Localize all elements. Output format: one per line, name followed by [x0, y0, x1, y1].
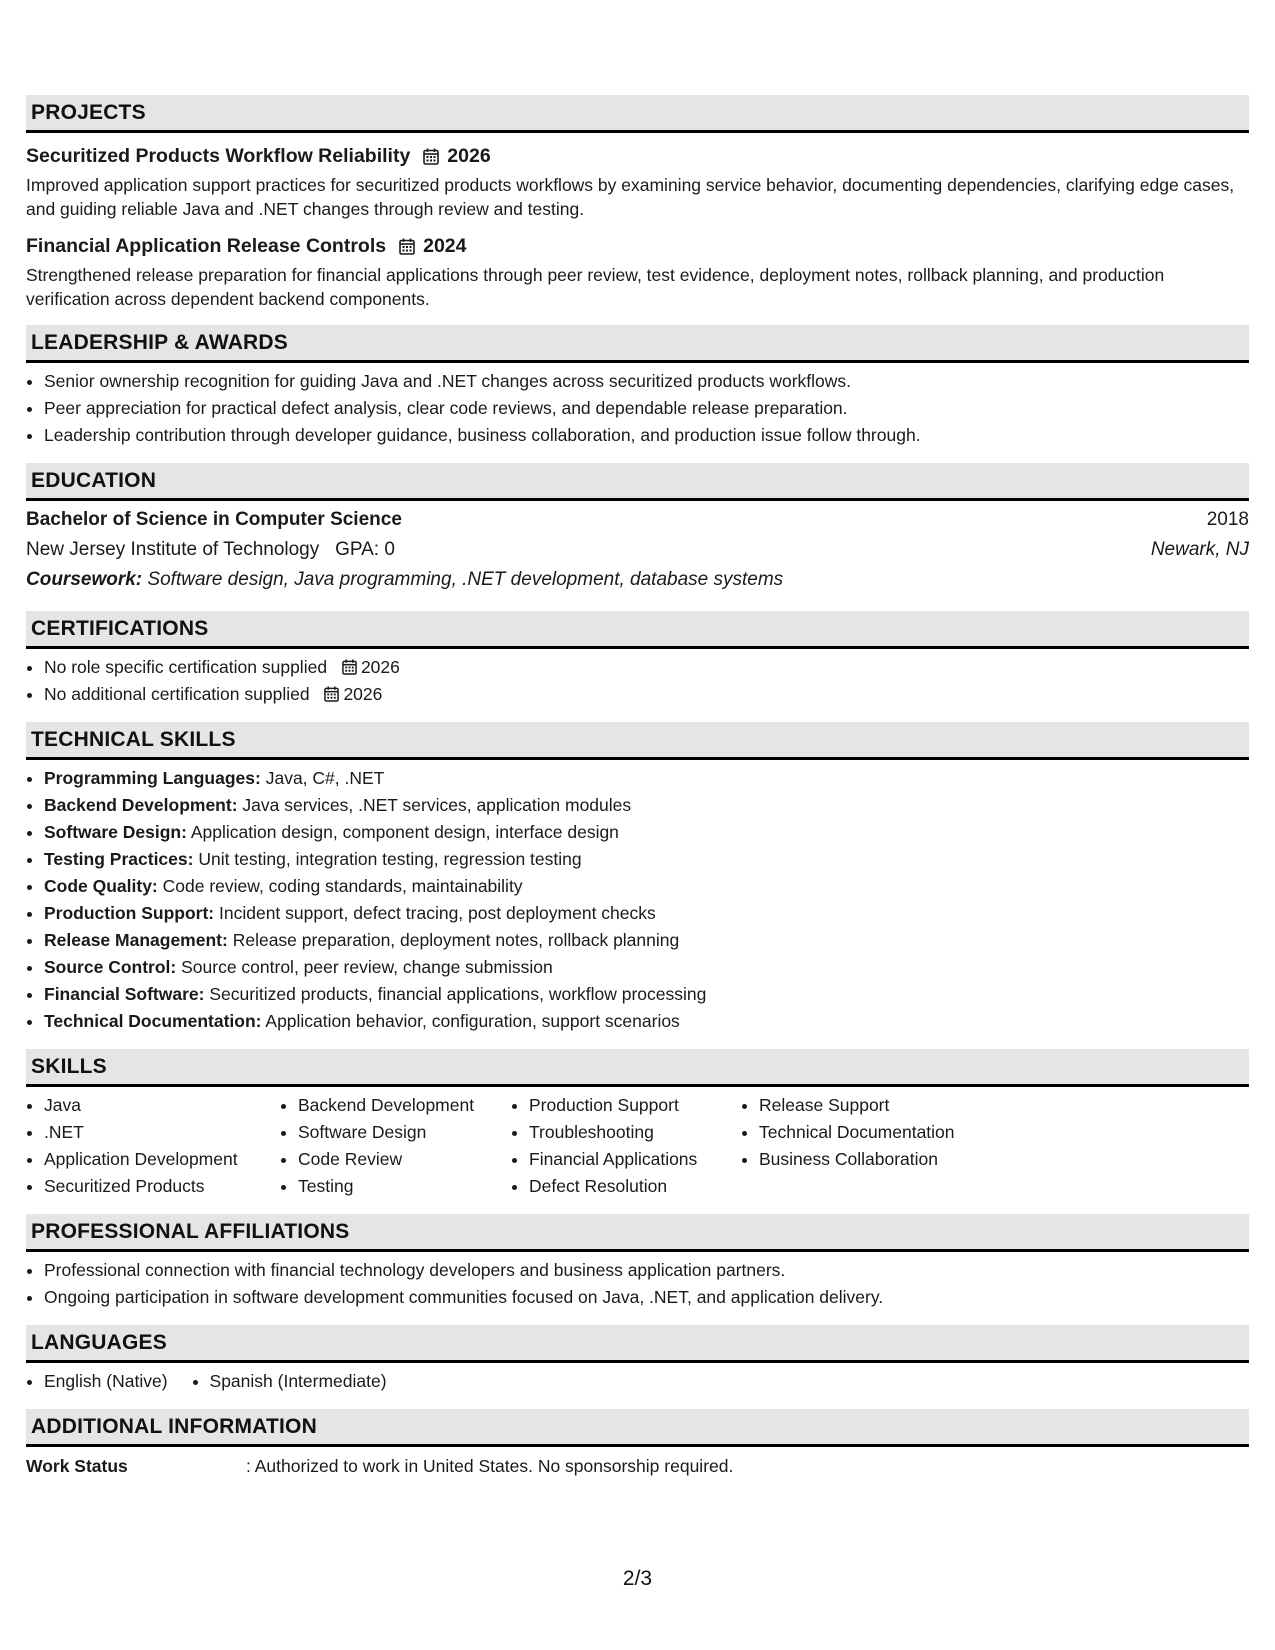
list-item: • Ongoing participation in software development communities focused on Java, .NET, and application delivery. — [44, 1284, 1249, 1311]
list-item: • Business Collaboration — [759, 1146, 955, 1173]
project-title: Securitized Products Workflow Reliability — [26, 144, 411, 167]
project-title-row — [26, 143, 1249, 169]
section-heading-education: EDUCATION — [26, 463, 1249, 501]
section-heading-skills: SKILLS — [26, 1049, 1249, 1087]
education-school-row — [26, 535, 1249, 565]
certifications-list — [26, 654, 1249, 708]
list-item: • English (Native) — [44, 1368, 168, 1395]
list-item: • Defect Resolution — [529, 1173, 741, 1200]
list-item: • Financial Applications — [529, 1146, 741, 1173]
skill-value: Release preparation, deployment notes, rollback planning — [232, 930, 680, 950]
skill-label: Financial Software: — [44, 984, 205, 1004]
skills-column — [741, 1092, 955, 1200]
list-item: • Technical Documentation — [759, 1119, 955, 1146]
skill-label: Backend Development: — [44, 795, 238, 815]
list-item — [44, 819, 1249, 846]
skill-label: Code Quality: — [44, 876, 158, 896]
certification-year: 2026 — [343, 684, 383, 704]
project-description: Strengthened release preparation for financial applications through peer review, test evidence, deployment notes, rollback planning, and production verification across dependent backend components. — [26, 265, 1165, 309]
list-item — [44, 981, 1249, 1008]
skill-label: Production Support: — [44, 903, 215, 923]
list-item: • Code Review — [298, 1146, 511, 1173]
list-item: • Spanish (Intermediate) — [210, 1368, 387, 1395]
skills-column — [26, 1092, 280, 1200]
list-item: • Testing — [298, 1173, 511, 1200]
project-description: Improved application support practices for securitized products workflows by examining service behavior, documenting dependencies, clarifying edge cases, and guiding reliable Java and .NET changes through review and testing. — [26, 175, 1235, 219]
skill-label: Technical Documentation: — [44, 1011, 262, 1031]
list-item — [44, 954, 1249, 981]
section-heading-affiliations: PROFESSIONAL AFFILIATIONS — [26, 1214, 1249, 1252]
list-item: • Securitized Products — [44, 1173, 280, 1200]
skill-label: Release Management: — [44, 930, 228, 950]
skill-value: Application behavior, configuration, support scenarios — [265, 1011, 680, 1031]
work-status-row — [26, 1453, 1249, 1479]
project-entry — [26, 143, 1249, 221]
section-heading-certifications: CERTIFICATIONS — [26, 611, 1249, 649]
skill-value: Code review, coding standards, maintainability — [162, 876, 523, 896]
certification-date — [324, 684, 382, 704]
certification-year: 2026 — [360, 657, 400, 677]
list-item — [44, 765, 1249, 792]
calendar-icon — [399, 238, 415, 255]
work-status-label: Work Status — [26, 1456, 128, 1476]
calendar-icon — [342, 659, 357, 675]
list-item: • Backend Development — [298, 1092, 511, 1119]
education-degree: Bachelor of Science in Computer Science — [26, 509, 402, 530]
coursework-label: Coursework: — [26, 569, 143, 590]
skills-grid — [26, 1092, 1249, 1200]
certification-date — [342, 657, 400, 677]
list-item: • .NET — [44, 1119, 280, 1146]
project-entry — [26, 233, 1249, 311]
project-year: 2024 — [423, 234, 467, 257]
languages-list — [26, 1368, 1249, 1395]
list-item — [44, 654, 1249, 681]
project-title: Financial Application Release Controls — [26, 234, 387, 257]
education-location: Newark, NJ — [1150, 539, 1249, 560]
skill-value: Application design, component design, interface design — [190, 822, 619, 842]
project-year: 2026 — [447, 144, 491, 167]
list-item: • Java — [44, 1092, 280, 1119]
coursework-value: Software design, Java programming, .NET development, database systems — [147, 569, 784, 590]
education-gpa: GPA: 0 — [335, 539, 395, 560]
list-item — [44, 681, 1249, 708]
list-item: • Professional connection with financial technology developers and business application partners. — [44, 1257, 1249, 1284]
education-coursework — [26, 565, 1249, 595]
page-number: 2/3 — [622, 1567, 653, 1590]
leadership-list — [26, 368, 1249, 449]
resume-page — [26, 95, 1249, 1479]
education-degree-row — [26, 505, 1249, 535]
certification-name: No role specific certification supplied — [44, 657, 328, 677]
section-heading-languages: LANGUAGES — [26, 1325, 1249, 1363]
skills-column — [280, 1092, 511, 1200]
education-entry — [26, 505, 1249, 595]
list-item — [44, 900, 1249, 927]
education-school-gpa — [26, 535, 395, 565]
list-item: • Production Support — [529, 1092, 741, 1119]
skills-column — [511, 1092, 741, 1200]
list-item: • Peer appreciation for practical defect analysis, clear code reviews, and dependable release preparation. — [44, 395, 1249, 422]
list-item: • Troubleshooting — [529, 1119, 741, 1146]
skill-value: Java, C#, .NET — [265, 768, 385, 788]
list-item — [44, 792, 1249, 819]
project-title-row — [26, 233, 1249, 259]
section-heading-leadership: LEADERSHIP & AWARDS — [26, 325, 1249, 363]
calendar-icon — [324, 686, 339, 702]
section-heading-additional: ADDITIONAL INFORMATION — [26, 1409, 1249, 1447]
skill-value: Incident support, defect tracing, post deployment checks — [219, 903, 656, 923]
education-school: New Jersey Institute of Technology — [26, 539, 320, 560]
list-item: • Senior ownership recognition for guiding Java and .NET changes across securitized products workflows. — [44, 368, 1249, 395]
skill-value: Source control, peer review, change submission — [181, 957, 553, 977]
list-item: • Software Design — [298, 1119, 511, 1146]
affiliations-list — [26, 1257, 1249, 1311]
list-item: • Application Development — [44, 1146, 280, 1173]
skill-value: Java services, .NET services, application modules — [242, 795, 632, 815]
education-year: 2018 — [1206, 509, 1249, 530]
list-item — [44, 927, 1249, 954]
list-item: • Release Support — [759, 1092, 955, 1119]
skill-label: Programming Languages: — [44, 768, 261, 788]
list-item — [44, 846, 1249, 873]
calendar-icon — [423, 148, 439, 165]
list-item: • Leadership contribution through developer guidance, business collaboration, and production issue follow through. — [44, 422, 1249, 449]
skill-label: Software Design: — [44, 822, 187, 842]
section-heading-technical-skills: TECHNICAL SKILLS — [26, 722, 1249, 760]
certification-name: No additional certification supplied — [44, 684, 310, 704]
list-item — [44, 873, 1249, 900]
list-item — [44, 1008, 1249, 1035]
work-status-value: : Authorized to work in United States. No sponsorship required. — [246, 1456, 734, 1476]
skill-label: Testing Practices: — [44, 849, 194, 869]
technical-skills-list — [26, 765, 1249, 1035]
skill-label: Source Control: — [44, 957, 177, 977]
languages-items — [26, 1368, 429, 1395]
section-heading-projects: PROJECTS — [26, 95, 1249, 133]
skill-value: Unit testing, integration testing, regression testing — [198, 849, 582, 869]
skill-value: Securitized products, financial applications, workflow processing — [209, 984, 707, 1004]
